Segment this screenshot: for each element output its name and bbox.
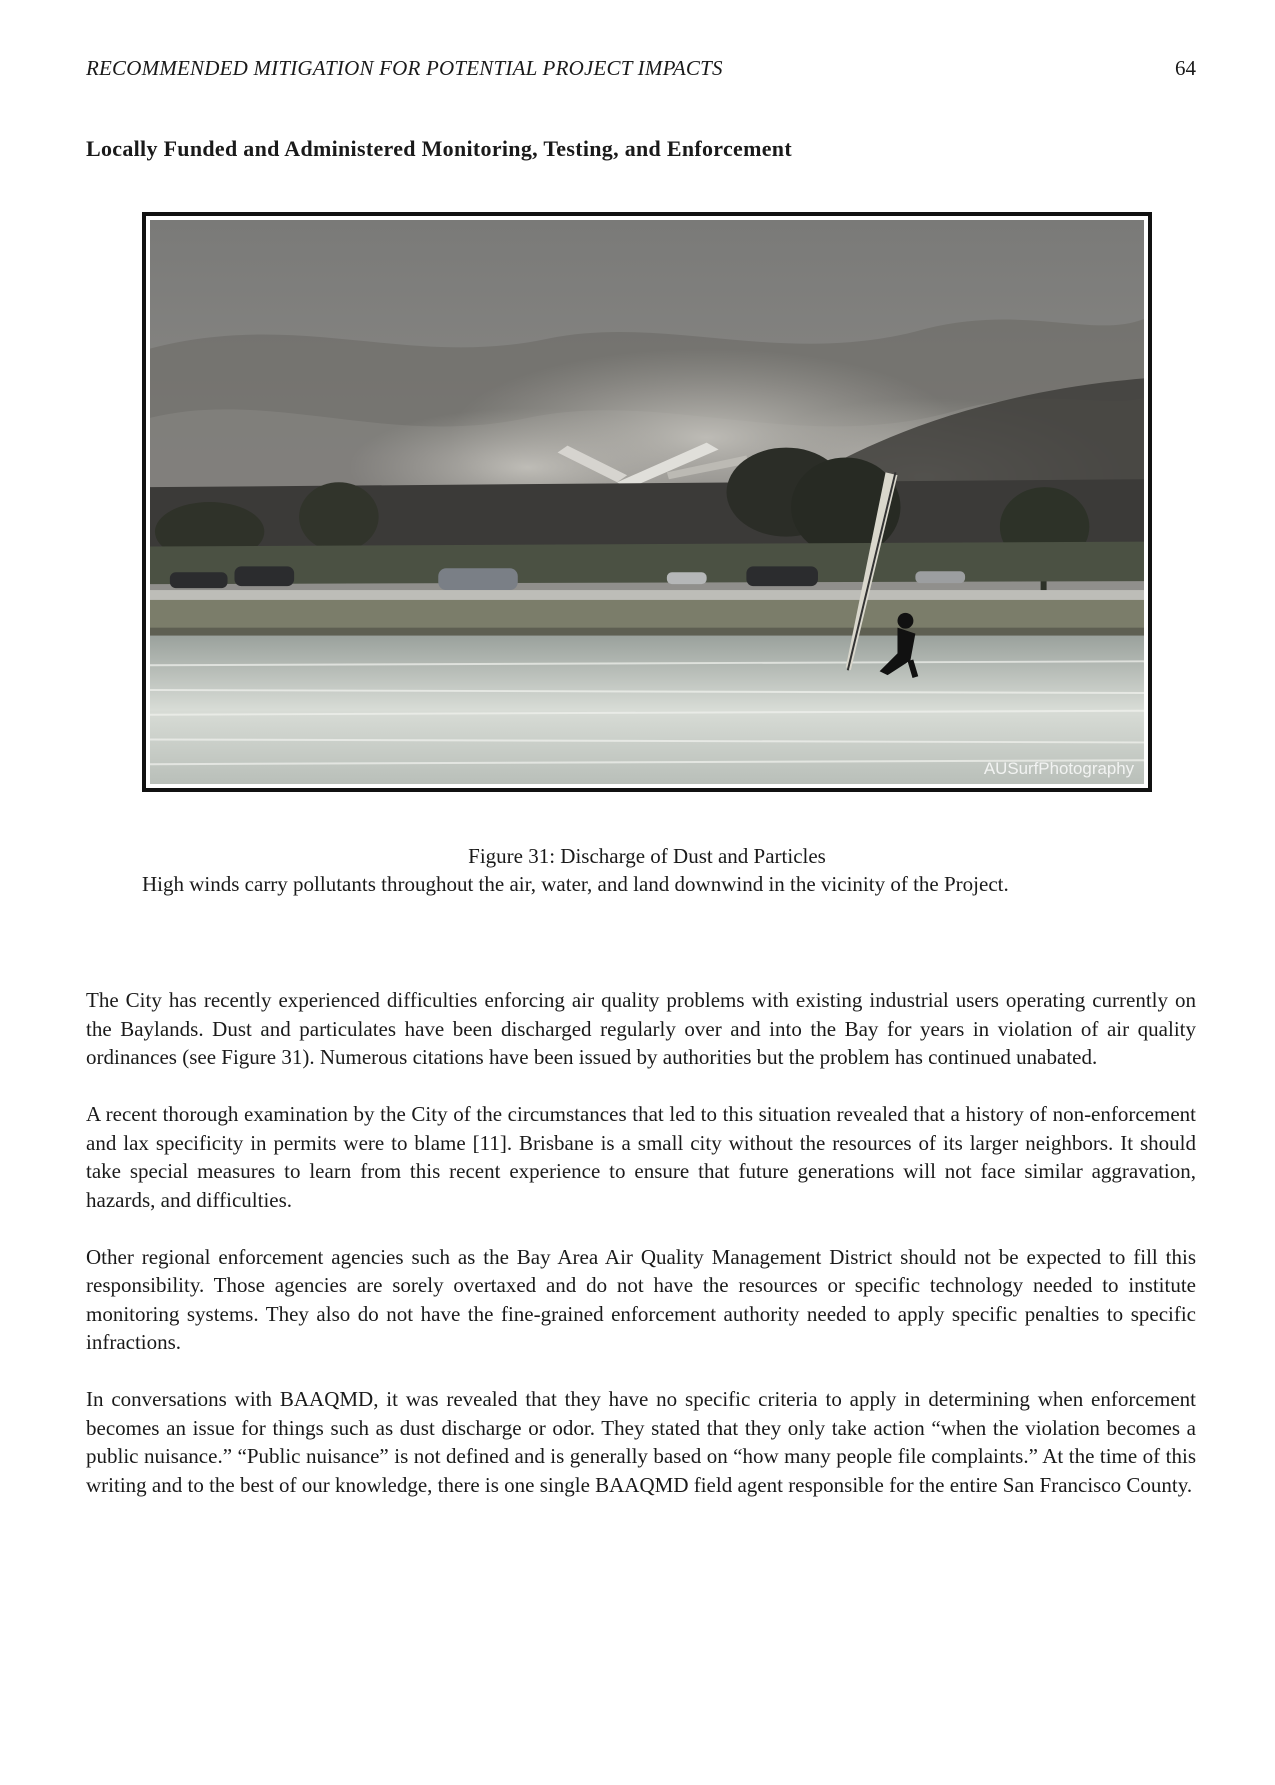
paragraph: In conversations with BAAQMD, it was revealed that they have no specific criteria to apply in determining when enforcement becomes an issue for things such as dust discharge or odor. They stated that they only take action “when the violation becomes a public nuisance.” “Public nuisance” is not defined and is generally based on “how many people file complaints.” At the time of this writing and to the best of our knowledge, there is one single BAAQMD field agent responsible for the entire San Francisco County. xyxy=(86,1387,1196,1497)
paragraph: The City has recently experienced difficulties enforcing air quality problems with existing industrial users operating currently on the Baylands. Dust and particulates have been discharged regularly over and into the Bay for years in violation of air quality ordinances (see Figure 31). Numerous citations have been issued by authorities but the problem has continued unabated. xyxy=(86,988,1196,1069)
dust-discharge-photo xyxy=(150,220,1144,784)
body-text xyxy=(86,986,1196,1528)
figure-caption-text: High winds carry pollutants throughout the air, water, and land downwind in the vicinity of the Project. xyxy=(142,872,1009,896)
section-heading: Locally Funded and Administered Monitoring, Testing, and Enforcement xyxy=(86,136,792,161)
figure-caption-title: Figure 31: Discharge of Dust and Particles xyxy=(468,844,826,868)
page-number: 64 xyxy=(1175,56,1196,80)
paragraph: A recent thorough examination by the City of the circumstances that led to this situation revealed that a history of non-enforcement and lax specificity in permits were to blame [11]. Brisbane is a small city without the resources of its larger neighbors. It should take special measures to learn from this recent experience to ensure that future generations will not face similar aggravation, hazards, and difficulties. xyxy=(86,1102,1196,1212)
running-title: RECOMMENDED MITIGATION FOR POTENTIAL PROJECT IMPACTS xyxy=(86,56,723,80)
figure-photo-frame xyxy=(142,212,1152,792)
figure-caption xyxy=(142,842,1152,898)
running-header xyxy=(86,56,1196,81)
photo-watermark: AUSurfPhotography xyxy=(983,759,1135,779)
paragraph: Other regional enforcement agencies such as the Bay Area Air Quality Management District should not be expected to fill this responsibility. Those agencies are sorely overtaxed and do not have the resources or specific technology needed to institute monitoring systems. They also do not have the fine-grained enforcement authority needed to apply specific penalties to specific infractions. xyxy=(86,1244,1196,1354)
